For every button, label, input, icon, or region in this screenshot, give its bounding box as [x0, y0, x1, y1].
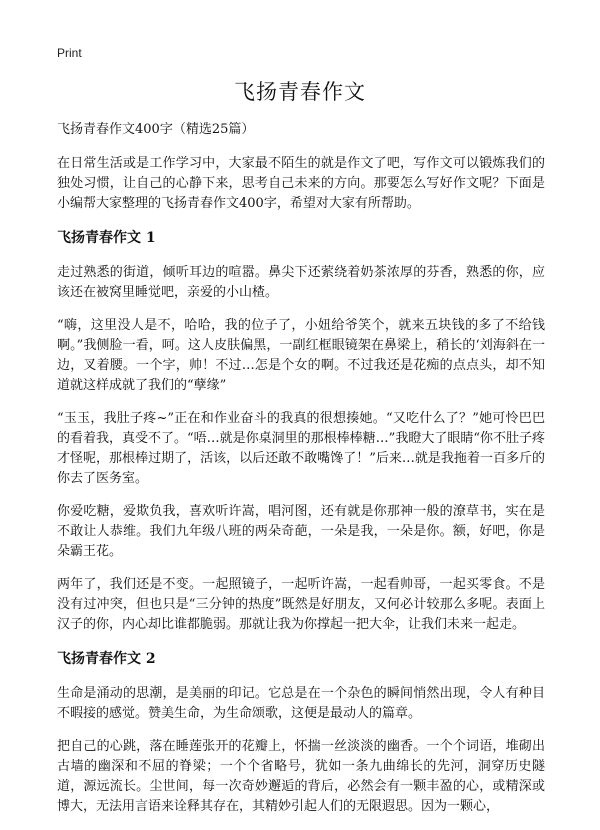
section-1-paragraph-5: 两年了，我们还是不变。一起照镜子，一起听许嵩，一起看帅哥，一起买零食。不是没有过冲突，但也只是“三分钟的热度”既然是好朋友，又何必计较那么多呢。表面上汉子的你，内心却比谁都脆弱。那就让我为你撑起一把大伞，让我们未来一起走。	[57, 577, 545, 632]
section-1-paragraph-3: “玉玉，我肚子疼~”正在和作业奋斗的我真的很想揍她。“又吃什么了？”她可怜巴巴的看着我，真受不了。“唔…就是你桌洞里的那根棒棒糖…”我瞪大了眼睛“你不肚子疼才怪呢，那根棒过期了，活该，以后还敢不敢嘴馋了！”后来…就是我拖着一百多斤的你去了医务室。	[57, 411, 545, 486]
print-link[interactable]: Print	[57, 46, 82, 60]
section-2-paragraph-2: 把自己的心跳，落在睡莲张开的花瓣上，怀揣一丝淡淡的幽香。一个个词语，堆砌出古墙的幽深和不屈的脊梁；一个个省略号，犹如一条九曲绵长的先河，洞穿历史隧道，源远流长。尘世间，每一次奇妙邂逅的背后，必然会有一颗丰盈的心，或精深或博大，无法用言语来诠释其存在，其精妙引起人们的无限遐思。因为一颗心，	[57, 739, 545, 814]
section-2-paragraph-1: 生命是涌动的思潮，是美丽的印记。它总是在一个杂色的瞬间悄然出现，令人有种目不暇接的感觉。赞美生命，为生命颂歌，这便是最动人的篇章。	[57, 686, 545, 721]
page-title: 飞扬青春作文	[234, 80, 366, 104]
article-subtitle: 飞扬青春作文400字（精选25篇）	[57, 122, 255, 137]
section-1-paragraph-2: “嗨，这里没人是不，哈哈，我的位子了，小妞给爷笑个，就来五块钱的多了不给钱啊。”我侧脸一看，呵。这人皮肤偏黑，一副红框眼镜架在鼻梁上，稍长的‘刘海斜在一边，叉着腰。一个字，帅！不过…怎是个女的啊。不过我还是花痴的点点头，却不知道就这样成就了我们的“孽缘”	[57, 318, 545, 393]
section-1-paragraph-4: 你爱吃糖，爱欺负我，喜欢听许嵩，唱河图，还有就是你那神一般的潦草书，实在是不敢让人恭维。我们九年级八班的两朵奇葩，一朵是我，一朵是你。额，好吧，你是朵霸王花。	[57, 504, 545, 559]
section-1-paragraph-1: 走过熟悉的街道，倾听耳边的喧嚣。鼻尖下还萦绕着奶茶浓厚的芬香，熟悉的你，应该还在被窝里睡觉吧，亲爱的小山楂。	[57, 265, 545, 300]
intro-paragraph: 在日常生活或是工作学习中，大家最不陌生的就是作文了吧，写作文可以锻炼我们的独处习惯，让自己的心静下来，思考自己未来的方向。那要怎么写好作文呢？下面是小编帮大家整理的飞扬青春作文400字，希望对大家有所帮助。	[57, 156, 545, 211]
article-body	[57, 120, 545, 830]
section-heading-1: 飞扬青春作文 1	[57, 230, 156, 246]
section-heading-2: 飞扬青春作文 2	[57, 651, 156, 667]
